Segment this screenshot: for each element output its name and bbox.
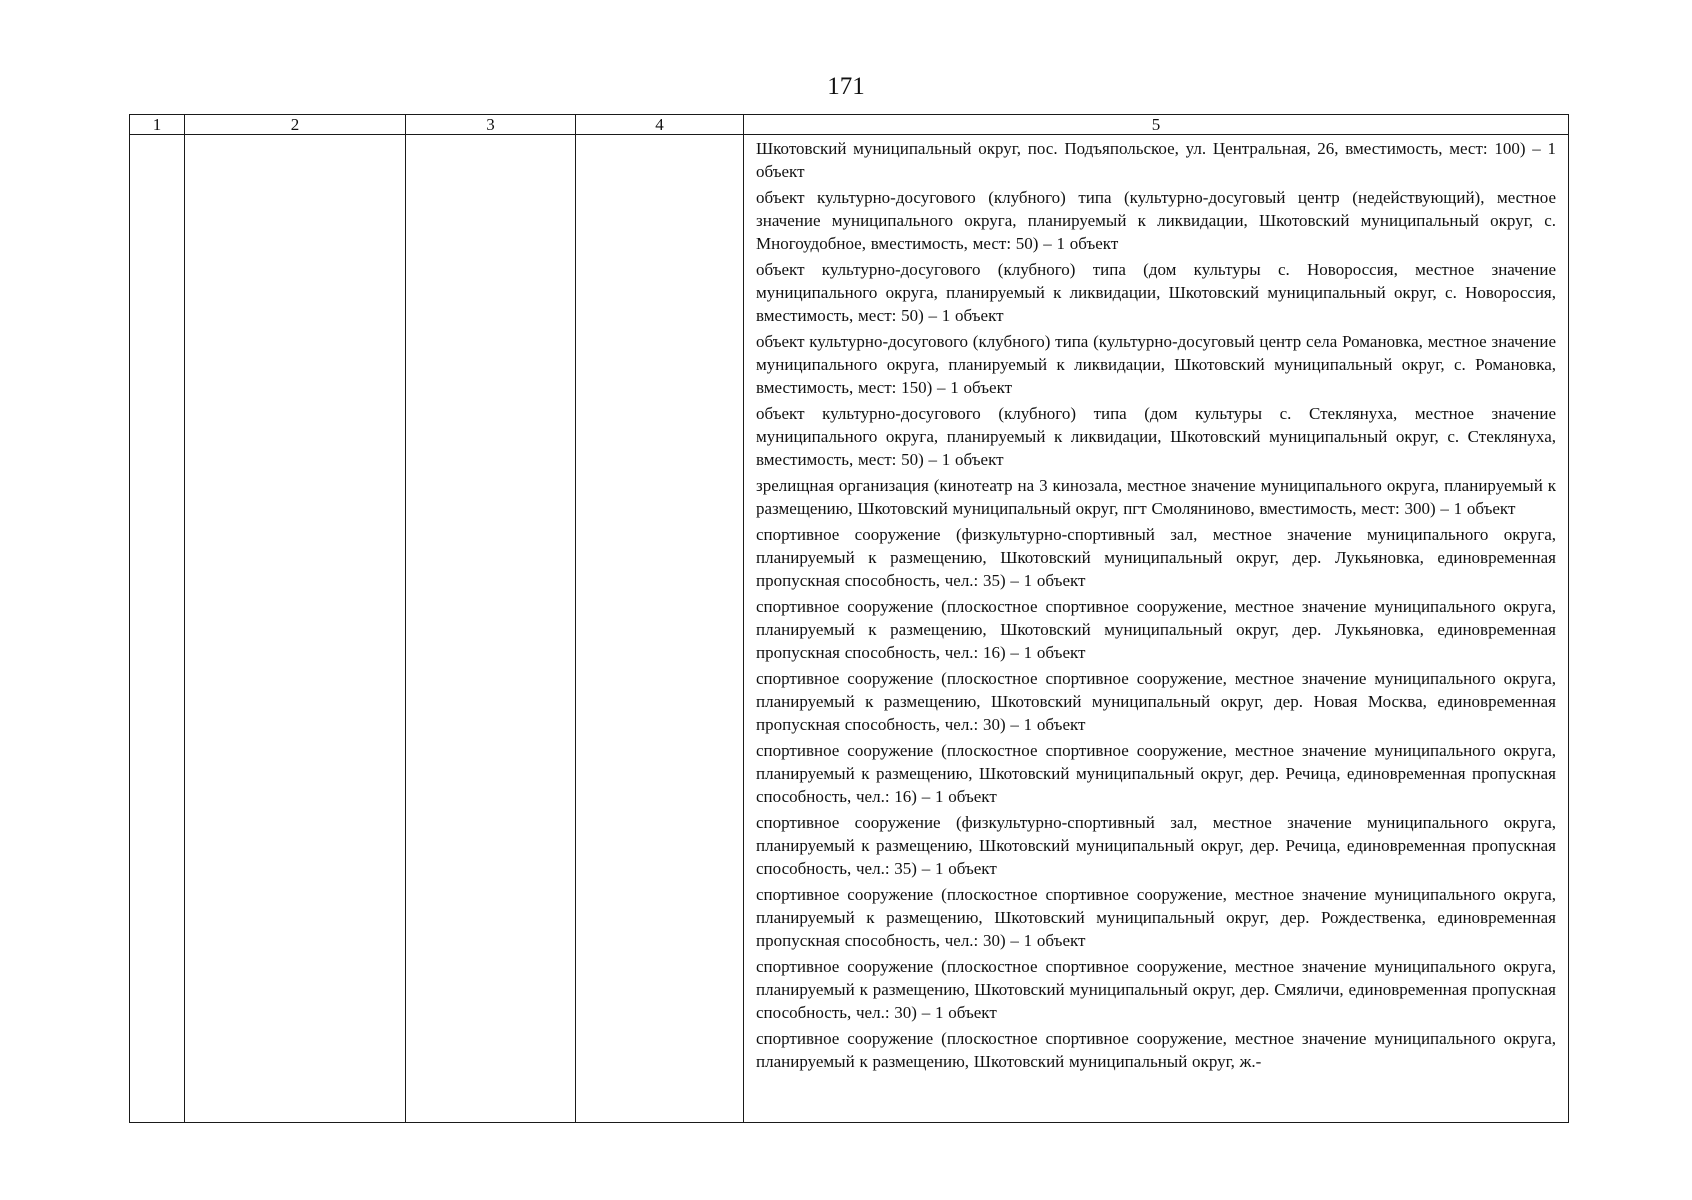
list-item: спортивное сооружение (плоскостное спортивное сооружение, местное значение муниципального округа, планируемый к размещению, Шкотовский муниципальный округ, дер. Смяличи, единовременная пропускная способность, чел.: 30) – 1 объект <box>756 957 1556 1022</box>
list-item: объект культурно-досугового (клубного) типа (дом культуры с. Стеклянуха, местное значение муниципального округа, планируемый к ликвидации, Шкотовский муниципальный округ, с. Стеклянуха, вместимость, мест: 50) – 1 объект <box>756 404 1556 469</box>
cell-col-4 <box>576 135 744 1123</box>
list-item: спортивное сооружение (плоскостное спортивное сооружение, местное значение муниципального округа, планируемый к размещению, Шкотовский муниципальный округ, дер. Речица, единовременная пропускная способность, чел.: 16) – 1 объект <box>756 741 1556 806</box>
list-item: зрелищная организация (кинотеатр на 3 кинозала, местное значение муниципального округа, планируемый к размещению, Шкотовский муниципальный округ, пгт Смоляниново, вместимость, мест: 300) – 1 объект <box>756 476 1556 518</box>
column-header-2: 2 <box>185 115 406 135</box>
list-item: объект культурно-досугового (клубного) типа (культурно-досуговый центр (недействующий), местное значение муниципального округа, планируемый к ликвидации, Шкотовский муниципальный округ, с. Многоудобное, вместимость, мест: 50) – 1 объект <box>756 188 1556 253</box>
column-header-3: 3 <box>406 115 576 135</box>
list-item: объект культурно-досугового (клубного) типа (дом культуры с. Новороссия, местное значение муниципального округа, планируемый к ликвидации, Шкотовский муниципальный округ, с. Новороссия, вместимость, мест: 50) – 1 объект <box>756 260 1556 325</box>
cell-col-1 <box>130 135 185 1123</box>
list-item: спортивное сооружение (плоскостное спортивное сооружение, местное значение муниципального округа, планируемый к размещению, Шкотовский муниципальный округ, дер. Лукьяновка, единовременная пропускная способность, чел.: 16) – 1 объект <box>756 597 1556 662</box>
cell-col-2 <box>185 135 406 1123</box>
column-header-5: 5 <box>744 115 1569 135</box>
cell-col-3 <box>406 135 576 1123</box>
table-row <box>130 135 1569 1123</box>
list-item: спортивное сооружение (физкультурно-спортивный зал, местное значение муниципального округа, планируемый к размещению, Шкотовский муниципальный округ, дер. Речица, единовременная пропускная способность, чел.: 35) – 1 объект <box>756 813 1556 878</box>
page-number: 171 <box>827 73 865 100</box>
document-table <box>129 114 1569 1123</box>
list-item: Шкотовский муниципальный округ, пос. Подъяпольское, ул. Центральная, 26, вместимость, мест: 100) – 1 объект <box>756 139 1556 181</box>
list-item: спортивное сооружение (плоскостное спортивное сооружение, местное значение муниципального округа, планируемый к размещению, Шкотовский муниципальный округ, ж.- <box>756 1029 1556 1071</box>
list-item: объект культурно-досугового (клубного) типа (культурно-досуговый центр села Романовка, местное значение муниципального округа, планируемый к ликвидации, Шкотовский муниципальный округ, с. Романовка, вместимость, мест: 150) – 1 объект <box>756 332 1556 397</box>
cell-col-5 <box>744 135 1569 1123</box>
column-header-4: 4 <box>576 115 744 135</box>
list-item: спортивное сооружение (плоскостное спортивное сооружение, местное значение муниципального округа, планируемый к размещению, Шкотовский муниципальный округ, дер. Новая Москва, единовременная пропускная способность, чел.: 30) – 1 объект <box>756 669 1556 734</box>
list-item: спортивное сооружение (плоскостное спортивное сооружение, местное значение муниципального округа, планируемый к размещению, Шкотовский муниципальный округ, дер. Рождественка, единовременная пропускная способность, чел.: 30) – 1 объект <box>756 885 1556 950</box>
list-item: спортивное сооружение (физкультурно-спортивный зал, местное значение муниципального округа, планируемый к размещению, Шкотовский муниципальный округ, дер. Лукьяновка, единовременная пропускная способность, чел.: 35) – 1 объект <box>756 525 1556 590</box>
header-row <box>130 115 1569 135</box>
column-header-1: 1 <box>130 115 185 135</box>
